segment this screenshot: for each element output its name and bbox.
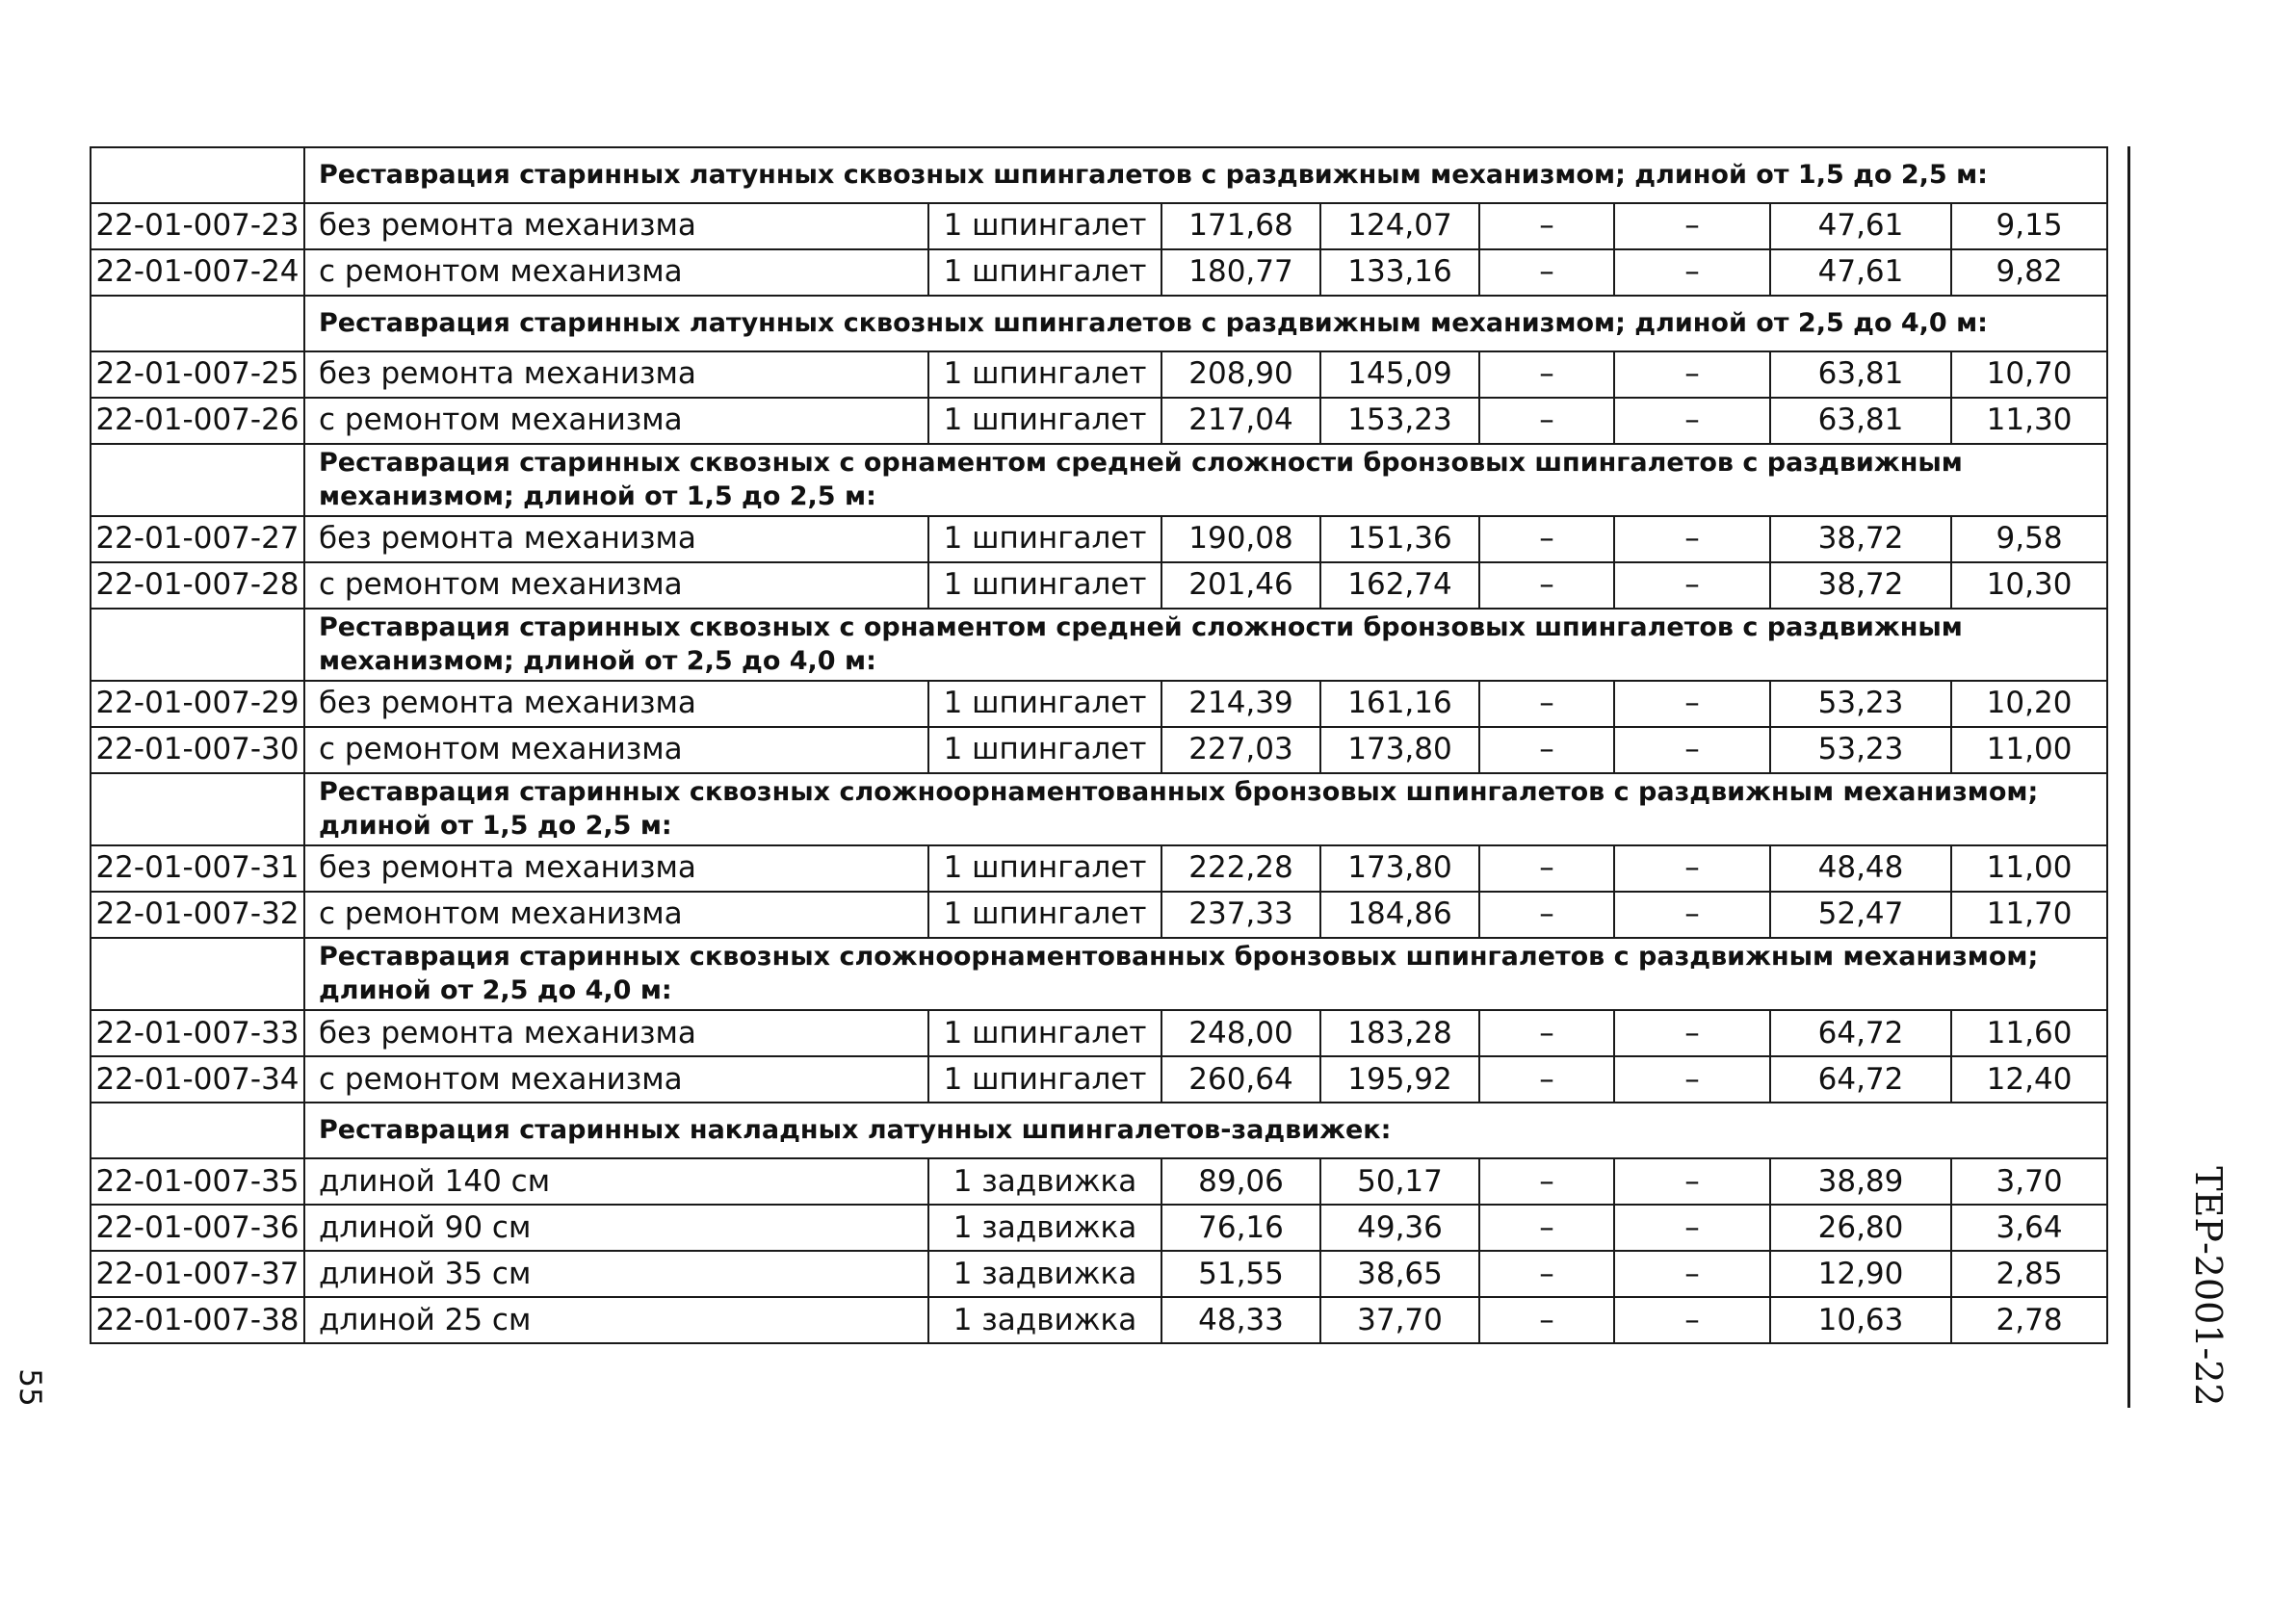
cell-labor: 12,40 bbox=[1951, 1056, 2107, 1103]
cell-name: длиной 35 см bbox=[304, 1251, 928, 1297]
section-row bbox=[91, 147, 2107, 203]
cell-unit: 1 задвижка bbox=[928, 1297, 1161, 1343]
section-blank-cell bbox=[91, 609, 304, 681]
table-row bbox=[91, 351, 2107, 398]
cell-machines: – bbox=[1479, 1056, 1614, 1103]
table-row bbox=[91, 1205, 2107, 1251]
table-row bbox=[91, 892, 2107, 938]
cell-machine-wages: – bbox=[1614, 351, 1770, 398]
cell-direct-cost: 48,33 bbox=[1161, 1297, 1320, 1343]
table-row bbox=[91, 398, 2107, 444]
table-body bbox=[91, 147, 2107, 1343]
cell-unit: 1 шпингалет bbox=[928, 727, 1161, 773]
cell-unit: 1 шпингалет bbox=[928, 249, 1161, 296]
cell-wages: 50,17 bbox=[1320, 1158, 1479, 1205]
cell-labor: 11,00 bbox=[1951, 845, 2107, 892]
section-row bbox=[91, 773, 2107, 845]
cell-machine-wages: – bbox=[1614, 1010, 1770, 1056]
cell-wages: 49,36 bbox=[1320, 1205, 1479, 1251]
cell-code: 22-01-007-32 bbox=[91, 892, 304, 938]
cell-machines: – bbox=[1479, 1158, 1614, 1205]
cell-code: 22-01-007-34 bbox=[91, 1056, 304, 1103]
cell-machines: – bbox=[1479, 398, 1614, 444]
cell-materials: 10,63 bbox=[1770, 1297, 1951, 1343]
cell-unit: 1 шпингалет bbox=[928, 398, 1161, 444]
cell-materials: 53,23 bbox=[1770, 727, 1951, 773]
cell-code: 22-01-007-26 bbox=[91, 398, 304, 444]
cell-code: 22-01-007-23 bbox=[91, 203, 304, 249]
cell-unit: 1 шпингалет bbox=[928, 351, 1161, 398]
table-row bbox=[91, 727, 2107, 773]
section-title: Реставрация старинных сквозных с орнаментом средней сложности бронзовых шпингалетов с раздвижным механизмом; длиной от 1,5 до 2,5 м: bbox=[304, 444, 2107, 516]
cell-wages: 153,23 bbox=[1320, 398, 1479, 444]
cell-code: 22-01-007-24 bbox=[91, 249, 304, 296]
section-title: Реставрация старинных сквозных сложноорнаментованных бронзовых шпингалетов с раздвижным механизмом; длиной от 1,5 до 2,5 м: bbox=[304, 773, 2107, 845]
cell-wages: 173,80 bbox=[1320, 727, 1479, 773]
cell-unit: 1 шпингалет bbox=[928, 562, 1161, 609]
section-title: Реставрация старинных латунных сквозных шпингалетов с раздвижным механизмом; длиной от 2,5 до 4,0 м: bbox=[304, 296, 2107, 351]
cell-name: без ремонта механизма bbox=[304, 516, 928, 562]
cell-labor: 2,85 bbox=[1951, 1251, 2107, 1297]
cell-code: 22-01-007-35 bbox=[91, 1158, 304, 1205]
cell-labor: 3,64 bbox=[1951, 1205, 2107, 1251]
section-blank-cell bbox=[91, 147, 304, 203]
cell-machine-wages: – bbox=[1614, 1056, 1770, 1103]
cell-direct-cost: 180,77 bbox=[1161, 249, 1320, 296]
cell-direct-cost: 190,08 bbox=[1161, 516, 1320, 562]
cell-unit: 1 шпингалет bbox=[928, 681, 1161, 727]
cell-code: 22-01-007-36 bbox=[91, 1205, 304, 1251]
cell-wages: 195,92 bbox=[1320, 1056, 1479, 1103]
cell-machine-wages: – bbox=[1614, 1297, 1770, 1343]
cell-machines: – bbox=[1479, 203, 1614, 249]
cell-direct-cost: 76,16 bbox=[1161, 1205, 1320, 1251]
cell-wages: 173,80 bbox=[1320, 845, 1479, 892]
cell-machines: – bbox=[1479, 892, 1614, 938]
cell-direct-cost: 222,28 bbox=[1161, 845, 1320, 892]
cell-unit: 1 шпингалет bbox=[928, 1010, 1161, 1056]
table-row bbox=[91, 1056, 2107, 1103]
table-row bbox=[91, 1251, 2107, 1297]
cell-name: без ремонта механизма bbox=[304, 1010, 928, 1056]
section-row bbox=[91, 444, 2107, 516]
cell-machines: – bbox=[1479, 727, 1614, 773]
cell-code: 22-01-007-38 bbox=[91, 1297, 304, 1343]
cell-labor: 9,82 bbox=[1951, 249, 2107, 296]
cell-code: 22-01-007-31 bbox=[91, 845, 304, 892]
cell-labor: 11,60 bbox=[1951, 1010, 2107, 1056]
cell-labor: 9,58 bbox=[1951, 516, 2107, 562]
cell-materials: 52,47 bbox=[1770, 892, 1951, 938]
section-blank-cell bbox=[91, 1103, 304, 1158]
section-blank-cell bbox=[91, 773, 304, 845]
cell-materials: 63,81 bbox=[1770, 351, 1951, 398]
cell-machines: – bbox=[1479, 516, 1614, 562]
section-blank-cell bbox=[91, 296, 304, 351]
cell-name: длиной 90 см bbox=[304, 1205, 928, 1251]
cell-materials: 38,89 bbox=[1770, 1158, 1951, 1205]
cell-machine-wages: – bbox=[1614, 727, 1770, 773]
cell-labor: 9,15 bbox=[1951, 203, 2107, 249]
cell-wages: 38,65 bbox=[1320, 1251, 1479, 1297]
table-row bbox=[91, 562, 2107, 609]
cell-unit: 1 задвижка bbox=[928, 1158, 1161, 1205]
cell-name: с ремонтом механизма bbox=[304, 1056, 928, 1103]
cell-labor: 10,70 bbox=[1951, 351, 2107, 398]
cell-unit: 1 задвижка bbox=[928, 1251, 1161, 1297]
cell-wages: 184,86 bbox=[1320, 892, 1479, 938]
table-row bbox=[91, 1297, 2107, 1343]
cell-machines: – bbox=[1479, 1297, 1614, 1343]
cell-machines: – bbox=[1479, 681, 1614, 727]
cell-machines: – bbox=[1479, 249, 1614, 296]
page-number: 55 bbox=[13, 1368, 47, 1407]
cell-wages: 37,70 bbox=[1320, 1297, 1479, 1343]
cell-direct-cost: 260,64 bbox=[1161, 1056, 1320, 1103]
cell-labor: 3,70 bbox=[1951, 1158, 2107, 1205]
cell-labor: 2,78 bbox=[1951, 1297, 2107, 1343]
cell-name: с ремонтом механизма bbox=[304, 398, 928, 444]
cell-labor: 10,20 bbox=[1951, 681, 2107, 727]
cell-labor: 11,30 bbox=[1951, 398, 2107, 444]
cell-unit: 1 шпингалет bbox=[928, 845, 1161, 892]
cell-direct-cost: 89,06 bbox=[1161, 1158, 1320, 1205]
cell-unit: 1 шпингалет bbox=[928, 1056, 1161, 1103]
cell-name: длиной 25 см bbox=[304, 1297, 928, 1343]
cell-machine-wages: – bbox=[1614, 845, 1770, 892]
cell-machines: – bbox=[1479, 845, 1614, 892]
cell-machines: – bbox=[1479, 562, 1614, 609]
cell-direct-cost: 208,90 bbox=[1161, 351, 1320, 398]
cell-wages: 133,16 bbox=[1320, 249, 1479, 296]
cell-code: 22-01-007-27 bbox=[91, 516, 304, 562]
cell-name: без ремонта механизма bbox=[304, 203, 928, 249]
cell-machine-wages: – bbox=[1614, 398, 1770, 444]
cell-direct-cost: 217,04 bbox=[1161, 398, 1320, 444]
cell-name: длиной 140 см bbox=[304, 1158, 928, 1205]
cell-materials: 12,90 bbox=[1770, 1251, 1951, 1297]
cell-materials: 26,80 bbox=[1770, 1205, 1951, 1251]
cell-name: без ремонта механизма bbox=[304, 681, 928, 727]
cell-materials: 38,72 bbox=[1770, 516, 1951, 562]
cell-materials: 64,72 bbox=[1770, 1056, 1951, 1103]
cell-name: с ремонтом механизма bbox=[304, 562, 928, 609]
cell-wages: 162,74 bbox=[1320, 562, 1479, 609]
section-blank-cell bbox=[91, 444, 304, 516]
section-row bbox=[91, 296, 2107, 351]
cell-machines: – bbox=[1479, 351, 1614, 398]
cell-labor: 11,00 bbox=[1951, 727, 2107, 773]
cell-name: с ремонтом механизма bbox=[304, 249, 928, 296]
cell-wages: 161,16 bbox=[1320, 681, 1479, 727]
cell-materials: 47,61 bbox=[1770, 203, 1951, 249]
section-title: Реставрация старинных сквозных сложноорнаментованных бронзовых шпингалетов с раздвижным механизмом; длиной от 2,5 до 4,0 м: bbox=[304, 938, 2107, 1010]
cell-unit: 1 шпингалет bbox=[928, 892, 1161, 938]
cell-machines: – bbox=[1479, 1205, 1614, 1251]
cell-unit: 1 шпингалет bbox=[928, 203, 1161, 249]
cell-wages: 151,36 bbox=[1320, 516, 1479, 562]
section-row bbox=[91, 609, 2107, 681]
cell-materials: 63,81 bbox=[1770, 398, 1951, 444]
cell-code: 22-01-007-25 bbox=[91, 351, 304, 398]
cell-direct-cost: 227,03 bbox=[1161, 727, 1320, 773]
cell-name: с ремонтом механизма bbox=[304, 727, 928, 773]
cell-direct-cost: 51,55 bbox=[1161, 1251, 1320, 1297]
section-title: Реставрация старинных латунных сквозных шпингалетов с раздвижным механизмом; длиной от 1,5 до 2,5 м: bbox=[304, 147, 2107, 203]
rates-table bbox=[90, 146, 2108, 1344]
cell-machine-wages: – bbox=[1614, 1205, 1770, 1251]
section-row bbox=[91, 1103, 2107, 1158]
cell-direct-cost: 171,68 bbox=[1161, 203, 1320, 249]
cell-direct-cost: 237,33 bbox=[1161, 892, 1320, 938]
table-row bbox=[91, 845, 2107, 892]
cell-unit: 1 шпингалет bbox=[928, 516, 1161, 562]
document-code: ТЕР-2001-22 bbox=[2187, 1166, 2230, 1407]
table-row bbox=[91, 681, 2107, 727]
cell-wages: 145,09 bbox=[1320, 351, 1479, 398]
cell-materials: 47,61 bbox=[1770, 249, 1951, 296]
cell-direct-cost: 248,00 bbox=[1161, 1010, 1320, 1056]
table-row bbox=[91, 1158, 2107, 1205]
section-title: Реставрация старинных сквозных с орнаментом средней сложности бронзовых шпингалетов с раздвижным механизмом; длиной от 2,5 до 4,0 м: bbox=[304, 609, 2107, 681]
table-row bbox=[91, 203, 2107, 249]
cell-machine-wages: – bbox=[1614, 1251, 1770, 1297]
cell-machine-wages: – bbox=[1614, 892, 1770, 938]
cell-materials: 53,23 bbox=[1770, 681, 1951, 727]
cell-name: без ремонта механизма bbox=[304, 845, 928, 892]
cell-machine-wages: – bbox=[1614, 681, 1770, 727]
cell-code: 22-01-007-33 bbox=[91, 1010, 304, 1056]
cell-labor: 10,30 bbox=[1951, 562, 2107, 609]
cell-machines: – bbox=[1479, 1010, 1614, 1056]
cell-materials: 48,48 bbox=[1770, 845, 1951, 892]
cell-machine-wages: – bbox=[1614, 249, 1770, 296]
margin-rule bbox=[2127, 146, 2130, 1408]
cell-machine-wages: – bbox=[1614, 1158, 1770, 1205]
cell-wages: 183,28 bbox=[1320, 1010, 1479, 1056]
table-row bbox=[91, 516, 2107, 562]
cell-machine-wages: – bbox=[1614, 562, 1770, 609]
cell-machine-wages: – bbox=[1614, 516, 1770, 562]
cell-materials: 64,72 bbox=[1770, 1010, 1951, 1056]
table-row bbox=[91, 249, 2107, 296]
cell-unit: 1 задвижка bbox=[928, 1205, 1161, 1251]
section-blank-cell bbox=[91, 938, 304, 1010]
cell-code: 22-01-007-30 bbox=[91, 727, 304, 773]
cell-materials: 38,72 bbox=[1770, 562, 1951, 609]
cell-machine-wages: – bbox=[1614, 203, 1770, 249]
section-row bbox=[91, 938, 2107, 1010]
cell-code: 22-01-007-37 bbox=[91, 1251, 304, 1297]
cell-direct-cost: 201,46 bbox=[1161, 562, 1320, 609]
cell-machines: – bbox=[1479, 1251, 1614, 1297]
cell-wages: 124,07 bbox=[1320, 203, 1479, 249]
cell-code: 22-01-007-29 bbox=[91, 681, 304, 727]
cell-labor: 11,70 bbox=[1951, 892, 2107, 938]
cell-name: с ремонтом механизма bbox=[304, 892, 928, 938]
cell-code: 22-01-007-28 bbox=[91, 562, 304, 609]
cell-direct-cost: 214,39 bbox=[1161, 681, 1320, 727]
table-row bbox=[91, 1010, 2107, 1056]
cell-name: без ремонта механизма bbox=[304, 351, 928, 398]
section-title: Реставрация старинных накладных латунных шпингалетов-задвижек: bbox=[304, 1103, 2107, 1158]
